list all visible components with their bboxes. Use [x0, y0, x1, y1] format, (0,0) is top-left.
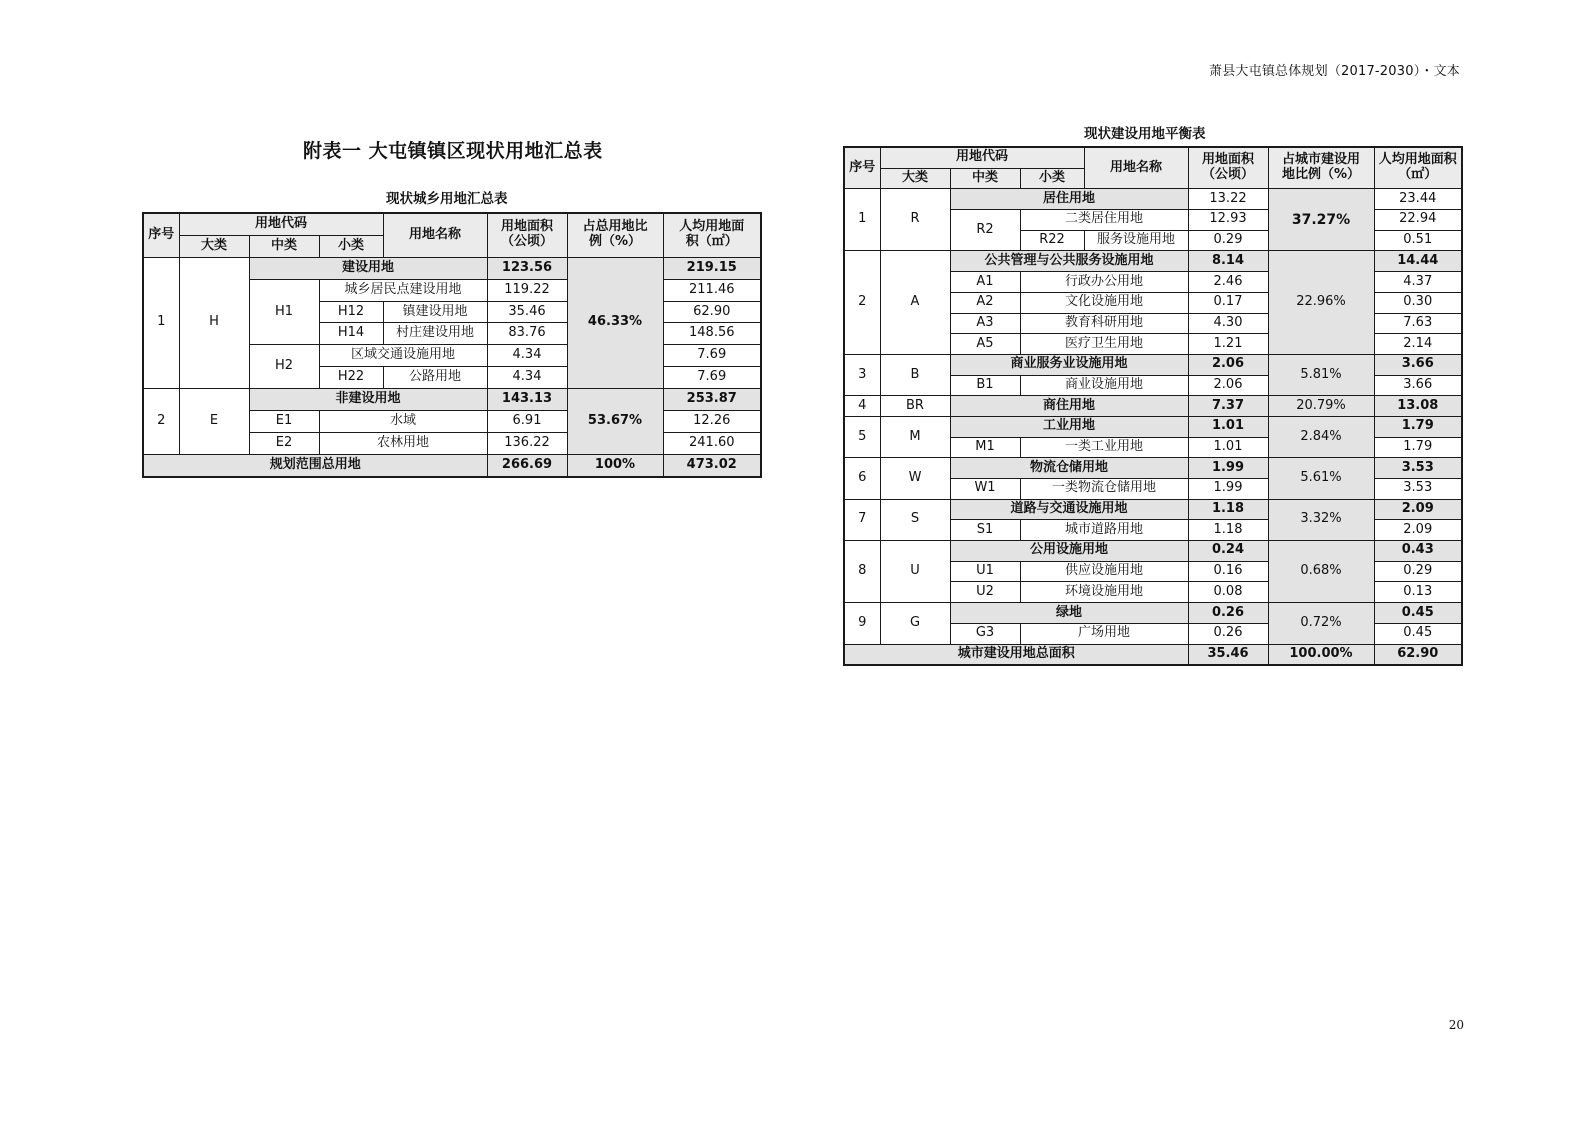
percap-header: 人均用地面积（㎡）	[1374, 147, 1462, 189]
major-code-cell: A	[880, 251, 950, 354]
mid-code-cell: G3	[950, 623, 1020, 644]
area-cell: 0.17	[1188, 292, 1268, 313]
mid-code-cell: E2	[249, 432, 319, 454]
percap-cell: 211.46	[663, 279, 761, 301]
percap-cell: 7.69	[663, 345, 761, 367]
percap-cell: 7.69	[663, 367, 761, 389]
mid-code-cell: H1	[249, 279, 319, 345]
name-cell: 水域	[319, 411, 487, 433]
code-header: 用地代码	[880, 147, 1084, 168]
percap-header: 人均用地面积（㎡）	[663, 213, 761, 257]
percap-cell: 62.90	[663, 301, 761, 323]
minor-code-cell: H22	[319, 367, 383, 389]
table-row	[844, 251, 1462, 272]
name-cell: 服务设施用地	[1084, 230, 1188, 251]
major-code-cell: U	[880, 541, 950, 603]
name-cell: 一类物流仓储用地	[1020, 479, 1188, 500]
page-title: 附表一 大屯镇镇区现状用地汇总表	[303, 140, 603, 162]
mid-code-cell: H2	[249, 345, 319, 389]
table-row	[143, 257, 761, 279]
area-cell: 0.29	[1188, 230, 1268, 251]
percap-cell: 23.44	[1374, 189, 1462, 210]
percap-cell: 219.15	[663, 257, 761, 279]
code-header: 用地代码	[179, 213, 383, 235]
name-cell: 公路用地	[383, 367, 487, 389]
mid-code-cell: U2	[950, 582, 1020, 603]
name-cell: 城乡居民点建设用地	[319, 279, 487, 301]
name-cell: 区域交通设施用地	[319, 345, 487, 367]
area-cell: 6.91	[487, 411, 567, 433]
minor-code-cell: R22	[1020, 230, 1084, 251]
ratio-header: 占城市建设用地比例（%）	[1268, 147, 1374, 189]
mid-header: 中类	[249, 235, 319, 257]
percap-cell: 0.45	[1374, 623, 1462, 644]
area-cell: 1.18	[1188, 520, 1268, 541]
table-row	[844, 396, 1462, 417]
area-cell: 4.34	[487, 367, 567, 389]
ratio-cell: 5.81%	[1268, 354, 1374, 395]
area-cell: 1.21	[1188, 334, 1268, 355]
area-cell: 2.06	[1188, 375, 1268, 396]
percap-cell: 0.30	[1374, 292, 1462, 313]
ratio-cell: 5.61%	[1268, 458, 1374, 499]
mid-code-cell: A1	[950, 272, 1020, 293]
name-cell: 城市道路用地	[1020, 520, 1188, 541]
percap-cell: 241.60	[663, 432, 761, 454]
area-cell: 0.24	[1188, 541, 1268, 562]
percap-cell: 3.53	[1374, 479, 1462, 500]
total-name-cell: 城市建设用地总面积	[844, 644, 1188, 665]
major-code-cell: BR	[880, 396, 950, 417]
area-cell: 1.01	[1188, 416, 1268, 437]
major-code-cell: H	[179, 257, 249, 388]
seq-cell: 9	[844, 603, 880, 644]
name-cell: 非建设用地	[249, 389, 487, 411]
ratio-cell: 53.67%	[567, 389, 663, 455]
name-cell: 公共管理与公共服务设施用地	[950, 251, 1188, 272]
mid-code-cell: S1	[950, 520, 1020, 541]
percap-cell: 0.13	[1374, 582, 1462, 603]
total-name-cell: 规划范围总用地	[143, 454, 487, 476]
major-code-cell: G	[880, 603, 950, 644]
area-cell: 1.18	[1188, 499, 1268, 520]
seq-cell: 6	[844, 458, 880, 499]
seq-cell: 8	[844, 541, 880, 603]
name-cell: 村庄建设用地	[383, 323, 487, 345]
table-row	[844, 189, 1462, 210]
ratio-header: 占总用地比例（%）	[567, 213, 663, 257]
percap-cell: 3.66	[1374, 354, 1462, 375]
percap-cell: 0.51	[1374, 230, 1462, 251]
percap-cell: 2.09	[1374, 499, 1462, 520]
area-cell: 123.56	[487, 257, 567, 279]
ratio-cell: 3.32%	[1268, 499, 1374, 540]
name-cell: 商住用地	[950, 396, 1188, 417]
name-cell: 行政办公用地	[1020, 272, 1188, 293]
seq-cell: 1	[844, 189, 880, 251]
major-header: 大类	[880, 168, 950, 189]
percap-cell: 13.08	[1374, 396, 1462, 417]
table-row	[844, 541, 1462, 562]
seq-cell: 5	[844, 416, 880, 457]
percap-cell: 2.14	[1374, 334, 1462, 355]
major-code-cell: W	[880, 458, 950, 499]
right-table-caption: 现状建设用地平衡表	[1084, 126, 1206, 142]
name-cell: 镇建设用地	[383, 301, 487, 323]
area-cell: 13.22	[1188, 189, 1268, 210]
area-cell: 4.34	[487, 345, 567, 367]
percap-cell: 12.26	[663, 411, 761, 433]
major-code-cell: M	[880, 416, 950, 457]
mid-code-cell: B1	[950, 375, 1020, 396]
left-table-caption: 现状城乡用地汇总表	[386, 191, 508, 207]
area-cell: 143.13	[487, 389, 567, 411]
area-cell: 2.06	[1188, 354, 1268, 375]
seq-cell: 4	[844, 396, 880, 417]
table-row	[844, 354, 1462, 375]
name-cell: 农林用地	[319, 432, 487, 454]
percap-cell: 3.53	[1374, 458, 1462, 479]
seq-cell: 2	[143, 389, 179, 455]
table-row	[844, 603, 1462, 624]
percap-cell: 0.45	[1374, 603, 1462, 624]
urban-rural-land-table	[142, 212, 762, 478]
mid-code-cell: M1	[950, 437, 1020, 458]
area-cell: 1.99	[1188, 458, 1268, 479]
name-cell: 商业服务业设施用地	[950, 354, 1188, 375]
area-header: 用地面积（公顷）	[487, 213, 567, 257]
mid-code-cell: A2	[950, 292, 1020, 313]
name-cell: 建设用地	[249, 257, 487, 279]
name-cell: 供应设施用地	[1020, 561, 1188, 582]
minor-code-cell: H12	[319, 301, 383, 323]
percap-cell: 0.43	[1374, 541, 1462, 562]
table-row	[143, 389, 761, 411]
percap-cell: 1.79	[1374, 437, 1462, 458]
name-cell: 公用设施用地	[950, 541, 1188, 562]
area-cell: 35.46	[487, 301, 567, 323]
total-row	[844, 644, 1462, 665]
table-row	[844, 458, 1462, 479]
construction-land-balance-table	[843, 146, 1463, 666]
mid-code-cell: E1	[249, 411, 319, 433]
major-header: 大类	[179, 235, 249, 257]
minor-header: 小类	[1020, 168, 1084, 189]
name-cell: 物流仓储用地	[950, 458, 1188, 479]
ratio-cell: 37.27%	[1268, 189, 1374, 251]
area-header: 用地面积（公顷）	[1188, 147, 1268, 189]
percap-cell: 14.44	[1374, 251, 1462, 272]
mid-code-cell: A5	[950, 334, 1020, 355]
seq-cell: 3	[844, 354, 880, 395]
mid-header: 中类	[950, 168, 1020, 189]
name-cell: 文化设施用地	[1020, 292, 1188, 313]
total-row	[143, 454, 761, 476]
name-cell: 环境设施用地	[1020, 582, 1188, 603]
major-code-cell: R	[880, 189, 950, 251]
ratio-cell: 20.79%	[1268, 396, 1374, 417]
minor-code-cell: H14	[319, 323, 383, 345]
ratio-cell: 46.33%	[567, 257, 663, 388]
table-header-row	[844, 147, 1462, 168]
name-header: 用地名称	[383, 213, 487, 257]
area-cell: 0.26	[1188, 603, 1268, 624]
percap-cell: 3.66	[1374, 375, 1462, 396]
total-ratio-cell: 100%	[567, 454, 663, 476]
major-code-cell: B	[880, 354, 950, 395]
area-cell: 4.30	[1188, 313, 1268, 334]
seq-cell: 7	[844, 499, 880, 540]
total-percap-cell: 62.90	[1374, 644, 1462, 665]
percap-cell: 7.63	[1374, 313, 1462, 334]
area-cell: 8.14	[1188, 251, 1268, 272]
mid-code-cell: A3	[950, 313, 1020, 334]
name-cell: 一类工业用地	[1020, 437, 1188, 458]
area-cell: 1.01	[1188, 437, 1268, 458]
total-area-cell: 266.69	[487, 454, 567, 476]
ratio-cell: 0.72%	[1268, 603, 1374, 644]
total-ratio-cell: 100.00%	[1268, 644, 1374, 665]
mid-code-cell: W1	[950, 479, 1020, 500]
percap-cell: 1.79	[1374, 416, 1462, 437]
total-area-cell: 35.46	[1188, 644, 1268, 665]
area-cell: 0.16	[1188, 561, 1268, 582]
ratio-cell: 2.84%	[1268, 416, 1374, 457]
name-cell: 医疗卫生用地	[1020, 334, 1188, 355]
percap-cell: 4.37	[1374, 272, 1462, 293]
seq-cell: 1	[143, 257, 179, 388]
name-cell: 教育科研用地	[1020, 313, 1188, 334]
area-cell: 83.76	[487, 323, 567, 345]
table-row	[844, 499, 1462, 520]
seq-cell: 2	[844, 251, 880, 354]
document-header: 萧县大屯镇总体规划（2017-2030）・文本	[1209, 64, 1460, 79]
name-cell: 广场用地	[1020, 623, 1188, 644]
name-cell: 道路与交通设施用地	[950, 499, 1188, 520]
area-cell: 0.08	[1188, 582, 1268, 603]
percap-cell: 253.87	[663, 389, 761, 411]
name-cell: 居住用地	[950, 189, 1188, 210]
name-cell: 绿地	[950, 603, 1188, 624]
mid-code-cell: U1	[950, 561, 1020, 582]
percap-cell: 2.09	[1374, 520, 1462, 541]
table-header-row	[143, 213, 761, 235]
percap-cell: 0.29	[1374, 561, 1462, 582]
percap-cell: 22.94	[1374, 210, 1462, 231]
area-cell: 136.22	[487, 432, 567, 454]
seq-header: 序号	[143, 213, 179, 257]
name-cell: 商业设施用地	[1020, 375, 1188, 396]
percap-cell: 148.56	[663, 323, 761, 345]
mid-code-cell: R2	[950, 210, 1020, 251]
seq-header: 序号	[844, 147, 880, 189]
area-cell: 12.93	[1188, 210, 1268, 231]
area-cell: 7.37	[1188, 396, 1268, 417]
name-cell: 工业用地	[950, 416, 1188, 437]
area-cell: 2.46	[1188, 272, 1268, 293]
ratio-cell: 0.68%	[1268, 541, 1374, 603]
name-cell: 二类居住用地	[1020, 210, 1188, 231]
ratio-cell: 22.96%	[1268, 251, 1374, 354]
area-cell: 119.22	[487, 279, 567, 301]
table-row	[844, 416, 1462, 437]
name-header: 用地名称	[1084, 147, 1188, 189]
minor-header: 小类	[319, 235, 383, 257]
area-cell: 1.99	[1188, 479, 1268, 500]
page-number: 20	[1448, 1018, 1464, 1032]
area-cell: 0.26	[1188, 623, 1268, 644]
major-code-cell: S	[880, 499, 950, 540]
total-percap-cell: 473.02	[663, 454, 761, 476]
major-code-cell: E	[179, 389, 249, 455]
